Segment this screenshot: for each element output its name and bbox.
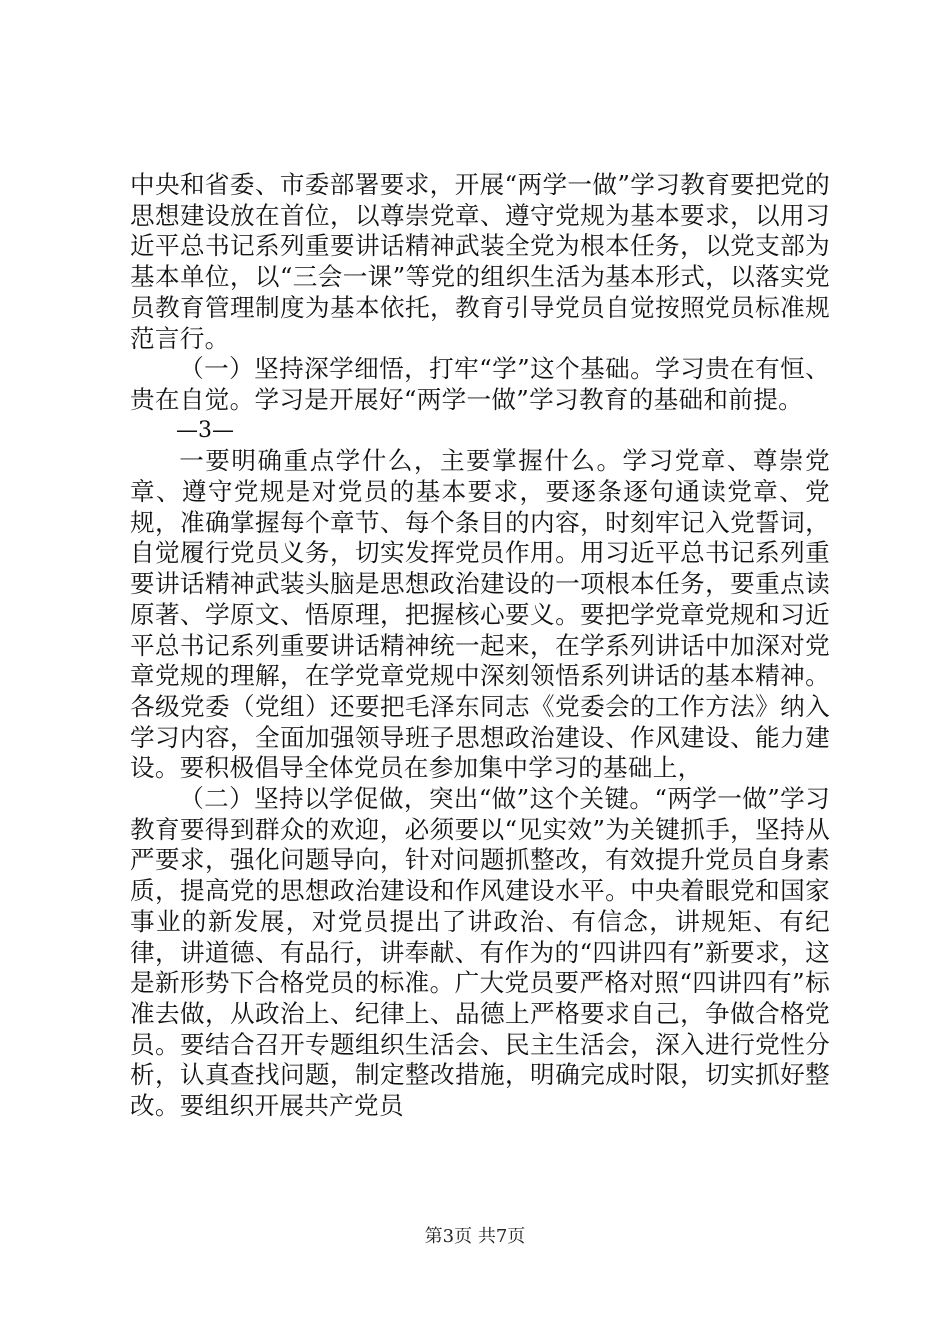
paragraph-study-focus: 一要明确重点学什么，主要掌握什么。学习党章、尊崇党章、遵守党规是对党员的基本要求，要逐条逐句通读党章、党规，准确掌握每个章节、每个条目的内容，时刻牢记入党誓词，自觉履行党员义务，切实发挥党员作用。用习近平总书记系列重要讲话精神武装头脑是思想政治建设的一项根本任务，要重点读原著、学原文、悟原理，把握核心要义。要把学党章党规和习近平总书记系列重要讲话精神统一起来，在学系列讲话中加深对党章党规的理解，在学党章党规中深刻领悟系列讲话的基本精神。各级党委（党组）还要把毛泽东同志《党委会的工作方法》纳入学习内容，全面加强领导班子思想政治建设、作风建设、能力建设。要积极倡导全体党员在参加集中学习的基础上， bbox=[130, 446, 830, 783]
paragraph-intro: 中央和省委、市委部署要求，开展“两学一做”学习教育要把党的思想建设放在首位，以尊崇党章、遵守党规为基本要求，以用习近平总书记系列重要讲话精神武装全党为根本任务，以党支部为基本单位，以“三会一课”等党的组织生活为基本形式，以落实党员教育管理制度为基本依托，教育引导党员自觉按照党员标准规范言行。 bbox=[130, 170, 830, 353]
paragraph-section-one: （一）坚持深学细悟，打牢“学”这个基础。学习贵在有恒、贵在自觉。学习是开展好“两学一做”学习教育的基础和前提。 bbox=[130, 354, 830, 414]
inline-page-marker: —3— bbox=[176, 417, 234, 443]
document-body bbox=[130, 170, 830, 1122]
paragraph-section-two: （二）坚持以学促做，突出“做”这个关键。“两学一做”学习教育要得到群众的欢迎，必须要以“见实效”为关键抓手，坚持从严要求，强化问题导向，针对问题抓整改，有效提升党员自身素质，提高党的思想政治建设和作风建设水平。中央着眼党和国家事业的新发展，对党员提出了讲政治、有信念，讲规矩、有纪律，讲道德、有品行，讲奉献、有作为的“四讲四有”新要求，这是新形势下合格党员的标准。广大党员要严格对照“四讲四有”标准去做，从政治上、纪律上、品德上严格要求自己，争做合格党员。要结合召开专题组织生活会、民主生活会，深入进行党性分析，认真查找问题，制定整改措施，明确完成时限，切实抓好整改。要组织开展共产党员 bbox=[130, 784, 830, 1121]
page-footer: 第3页 共7页 bbox=[424, 1226, 526, 1247]
